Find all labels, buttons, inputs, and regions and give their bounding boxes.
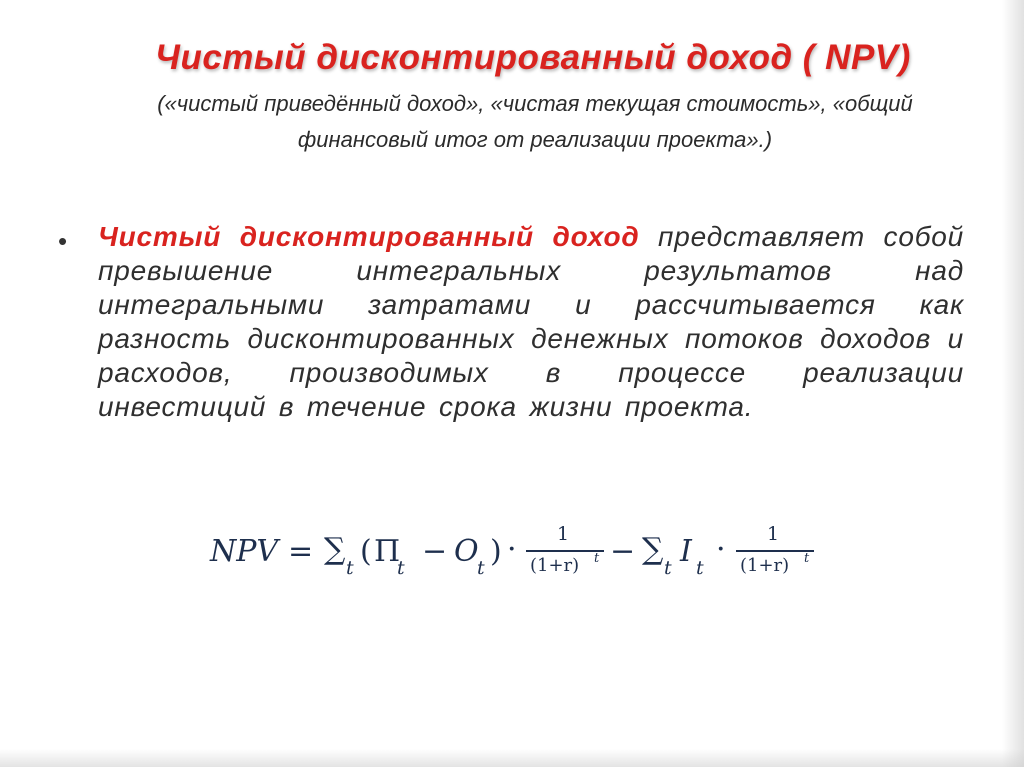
npv-formula [210, 510, 830, 610]
formula-frac-2-numerator: 1 [767, 523, 780, 545]
formula-pi-index: t [397, 557, 405, 579]
formula-sum-1-index: t [346, 557, 354, 579]
definition-paragraph [98, 220, 964, 424]
formula-frac-2-exponent: t [804, 551, 810, 566]
formula-o: O [454, 534, 479, 569]
formula-close-paren: ) [490, 534, 502, 569]
formula-frac-2-denominator: (1+r) [740, 555, 790, 576]
slide-title: Чистый дисконтированный доход ( NPV) [155, 38, 911, 77]
subtitle-line-2: финансовый итог от реализации проекта».) [297, 127, 773, 152]
formula-frac-2-bar [736, 550, 814, 552]
defined-term: Чистый дисконтированный доход [98, 221, 640, 252]
slide-edge-shadow-bottom [0, 749, 1024, 767]
bullet-marker: • [58, 226, 68, 256]
formula-i: I [680, 534, 692, 569]
slide-subtitle [60, 86, 1010, 158]
formula-equals: = [288, 534, 314, 569]
formula-minus-2: − [610, 534, 636, 569]
formula-sum-2-index: t [664, 557, 672, 579]
formula-sum-2: ∑ [642, 532, 664, 567]
formula-open-paren: ( [360, 534, 372, 569]
formula-frac-1-exponent: t [594, 551, 600, 566]
formula-frac-1-bar [526, 550, 604, 552]
subtitle-line-1: («чистый приведённый доход», «чистая текущая стоимость», «общий [157, 91, 913, 116]
formula-o-index: t [477, 557, 485, 579]
formula-npv: NPV [210, 534, 279, 569]
formula-frac-1-numerator: 1 [557, 523, 570, 545]
formula-minus-1: − [422, 534, 448, 569]
formula-dot-2: · [716, 532, 726, 567]
formula-dot-1: · [507, 532, 517, 567]
formula-frac-1-denominator: (1+r) [530, 555, 580, 576]
formula-pi: Π [374, 534, 401, 569]
formula-i-index: t [696, 557, 704, 579]
definition-text: представляет собой превышение интегральных результатов над интегральными затратами и рассчитывается как разность дисконтированных денежных потоков доходов и расходов, производимых в процессе реализации инвестиций в течение срока жизни проекта. [98, 221, 964, 422]
formula-sum-1: ∑ [324, 532, 346, 567]
